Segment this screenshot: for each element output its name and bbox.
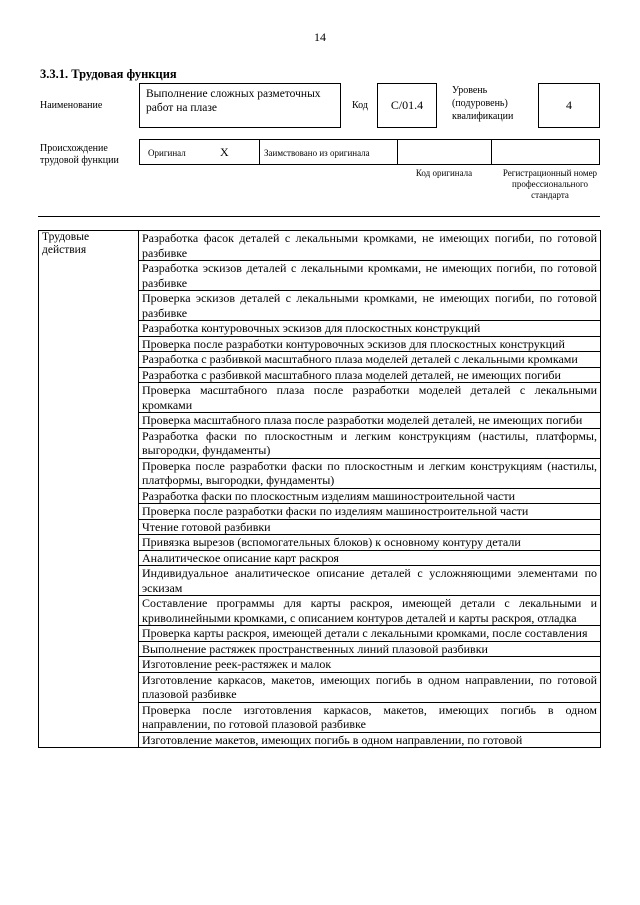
level-box [538,83,600,128]
action-item: Изготовление макетов, имеющих погибь в одном направлении, по готовой [139,732,601,748]
action-item: Аналитическое описание карт раскроя [139,550,601,566]
action-item: Проверка эскизов деталей с лекальными кромками, не имеющих погиби, по готовой разбивке [139,291,601,321]
action-item: Разработка с разбивкой масштабного плаза моделей деталей, не имеющих погиби [139,367,601,383]
action-item: Чтение готовой разбивки [139,519,601,535]
action-item: Проверка после изготовления каркасов, макетов, имеющих погибь в одном направлении, по готовой плазовой разбивке [139,702,601,732]
action-item: Изготовление реек-растяжек и малок [139,657,601,673]
code-original-caption: Код оригинала [415,168,473,178]
action-row [39,231,601,261]
actions-label: Трудовые действия [39,231,139,748]
action-item: Проверка после разработки фаски по изделиям машиностроительной части [139,504,601,520]
action-item: Проверка после разработки контуровочных эскизов для плоскостных конструкций [139,336,601,352]
action-item: Привязка вырезов (вспомогательных блоков) к основному контуру детали [139,535,601,551]
separator-line [38,216,600,217]
level-label: Уровень (подуровень) квалификации [452,85,514,122]
code-value: С/01.4 [390,98,424,112]
action-item: Проверка масштабного плаза после разработки моделей деталей с лекальными кромками [139,383,601,413]
code-box [377,83,437,128]
borrowed-cell [260,140,398,164]
actions-table [38,230,601,748]
action-item: Индивидуальное аналитическое описание деталей с усложняющими элементами по эскизам [139,566,601,596]
reg-number-caption: Регистрационный номер профессионального стандарта [502,168,598,200]
section-title: 3.3.1. Трудовая функция [40,67,177,81]
action-item: Проверка карты раскроя, имеющей детали с лекальными кромками, после составления [139,626,601,642]
action-item: Разработка фаски по плоскостным изделиям машиностроительной части [139,488,601,504]
level-value: 4 [566,98,572,112]
action-item: Проверка после разработки фаски по плоскостным и легким конструкциям (настилы, платформы, выгородки, фундаменты) [139,458,601,488]
original-label: Оригинал [148,148,186,158]
page-number: 14 [314,30,326,44]
action-item: Разработка с разбивкой масштабного плаза моделей деталей с лекальными кромками [139,352,601,368]
action-item: Разработка контуровочных эскизов для плоскостных конструкций [139,321,601,337]
borrowed-label: Заимствовано из оригинала [264,148,370,158]
action-item: Составление программы для карты раскроя, имеющей детали с лекальными и криволинейными кромками, с описанием контуров деталей и карты раскроя, отладка [139,596,601,626]
action-item: Выполнение растяжек пространственных линий плазовой разбивки [139,641,601,657]
name-label: Наименование [40,100,103,111]
function-name-value: Выполнение сложных разметочных работ на плазе [146,88,321,114]
origin-row [139,139,600,165]
action-item: Изготовление каркасов, макетов, имеющих погибь в одном направлении, по готовой плазовой разбивке [139,672,601,702]
reg-number-cell [492,140,599,164]
action-item: Разработка эскизов деталей с лекальными кромками, не имеющих погиби, по готовой разбивке [139,261,601,291]
action-item: Проверка масштабного плаза после разработки моделей деталей, не имеющих погиби [139,413,601,429]
function-name-box [139,83,341,128]
action-item: Разработка фасок деталей с лекальными кромками, не имеющих погиби, по готовой разбивке [139,231,601,261]
code-original-cell [398,140,492,164]
code-label: Код [352,100,368,111]
original-cell [140,140,260,164]
original-mark: X [220,145,229,159]
action-item: Разработка фаски по плоскостным и легким конструкциям (настилы, платформы, выгородки, фундаменты) [139,428,601,458]
origin-label: Происхождение трудовой функции [40,143,119,166]
